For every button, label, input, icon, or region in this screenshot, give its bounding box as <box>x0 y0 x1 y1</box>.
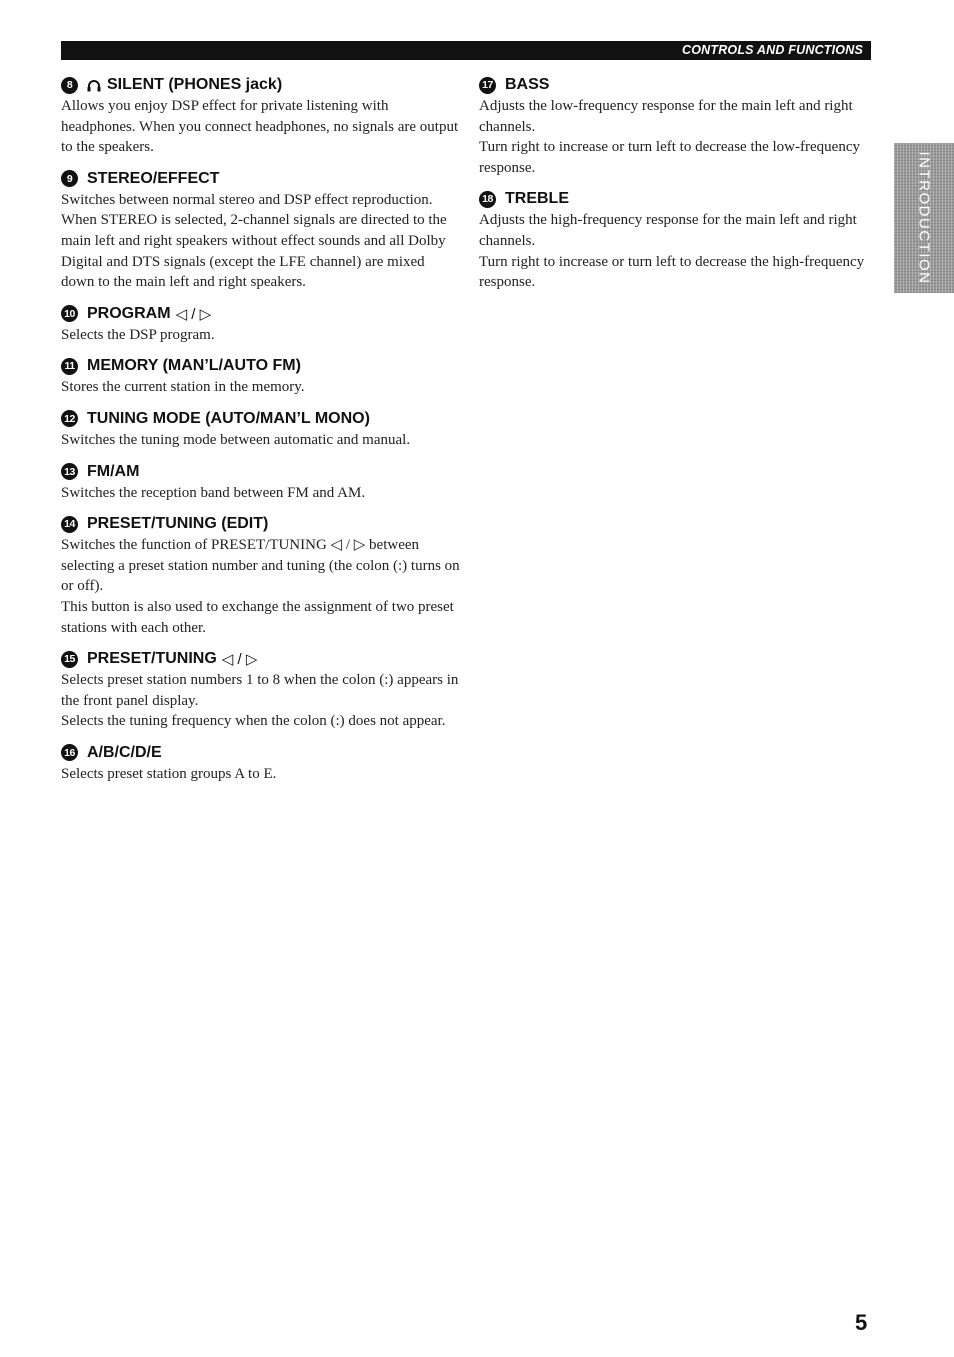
control-title: TREBLE <box>505 190 569 208</box>
control-item <box>61 168 461 293</box>
control-title: A/B/C/D/E <box>87 743 162 761</box>
control-item <box>61 742 461 785</box>
control-title: PRESET/TUNING (EDIT) <box>87 515 269 533</box>
control-item <box>61 74 461 158</box>
item-number-badge: 11 <box>61 358 78 375</box>
control-description: This button is also used to exchange the assignment of two preset stations with each other. <box>61 598 454 636</box>
control-title: STEREO/EFFECT <box>87 169 220 187</box>
control-description: Selects the DSP program. <box>61 326 215 343</box>
item-number-badge: 13 <box>61 463 78 480</box>
item-number-badge: 16 <box>61 744 78 761</box>
control-description: Allows you enjoy DSP effect for private listening with headphones. When you connect headphones, no signals are output to the speakers. <box>61 98 459 156</box>
control-item <box>61 461 461 504</box>
control-item <box>61 513 461 638</box>
control-title: BASS <box>505 76 550 93</box>
control-heading <box>479 74 874 96</box>
control-item <box>61 355 461 398</box>
control-heading <box>61 408 461 430</box>
control-description: Adjusts the low-frequency response for the main left and right channels. <box>479 98 853 135</box>
control-heading <box>61 742 461 764</box>
control-title: FM/AM <box>87 462 140 480</box>
control-description: Switches between normal stereo and DSP effect reproduction. When STEREO is selected, 2-channel signals are directed to the main left and right speakers without effect sounds and all Dolby Digital and DTS signals (except the LFE channel) are mixed down to the main left and right speakers. <box>61 191 447 291</box>
item-number-badge: 8 <box>61 77 78 94</box>
control-heading <box>61 168 461 190</box>
control-description: Turn right to increase or turn left to decrease the high-frequency response. <box>479 253 865 291</box>
left-column <box>61 74 461 794</box>
control-item <box>479 188 874 292</box>
control-item <box>61 303 461 346</box>
control-title: SILENT (PHONES jack) <box>107 76 283 93</box>
control-description: Switches the function of PRESET/TUNING ◁ / ▷ between selecting a preset station number and tuning (the colon (:) turns on or off). <box>61 537 460 595</box>
control-item <box>61 408 461 451</box>
page-number: 5 <box>855 1310 868 1335</box>
side-tab-label: INTRODUCTION <box>915 151 933 285</box>
control-title: MEMORY (MAN’L/AUTO FM) <box>87 357 301 375</box>
control-heading <box>61 355 461 377</box>
control-heading <box>61 74 461 96</box>
control-description: Stores the current station in the memory. <box>61 379 305 396</box>
item-number-badge: 10 <box>61 305 78 322</box>
headphones-icon <box>87 79 101 92</box>
control-heading <box>61 648 461 670</box>
control-description: Switches the tuning mode between automatic and manual. <box>61 431 411 448</box>
item-number-badge: 12 <box>61 410 78 427</box>
control-item <box>61 648 461 732</box>
item-number-badge: 9 <box>61 170 78 187</box>
item-number-badge: 17 <box>479 77 496 94</box>
control-heading <box>61 513 461 535</box>
control-heading <box>61 303 461 325</box>
control-title: TUNING MODE (AUTO/MAN’L MONO) <box>87 409 370 427</box>
section-title: CONTROLS AND FUNCTIONS <box>681 43 863 57</box>
control-description: Turn right to increase or turn left to decrease the low-frequency response. <box>479 139 860 176</box>
control-heading <box>61 461 461 483</box>
side-tab <box>894 143 954 293</box>
item-number-badge: 14 <box>61 516 78 533</box>
control-item <box>479 74 874 178</box>
control-title: PROGRAM <box>87 304 171 322</box>
control-description: Selects preset station groups A to E. <box>61 765 277 782</box>
right-column <box>479 74 874 303</box>
control-heading <box>479 188 874 210</box>
item-number-badge: 18 <box>479 191 496 208</box>
control-description: Switches the reception band between FM and AM. <box>61 484 366 501</box>
control-description: Selects preset station numbers 1 to 8 when the colon (:) appears in the front panel display. <box>61 672 459 709</box>
control-description: Selects the tuning frequency when the colon (:) does not appear. <box>61 713 446 730</box>
control-description: Adjusts the high-frequency response for the main left and right channels. <box>479 212 857 249</box>
left-right-arrows-icon: ◁ / ▷ <box>221 651 258 669</box>
control-title: PRESET/TUNING <box>87 650 217 668</box>
left-right-arrows-icon: ◁ / ▷ <box>175 305 212 323</box>
item-number-badge: 15 <box>61 651 78 668</box>
header-bar <box>61 41 871 60</box>
